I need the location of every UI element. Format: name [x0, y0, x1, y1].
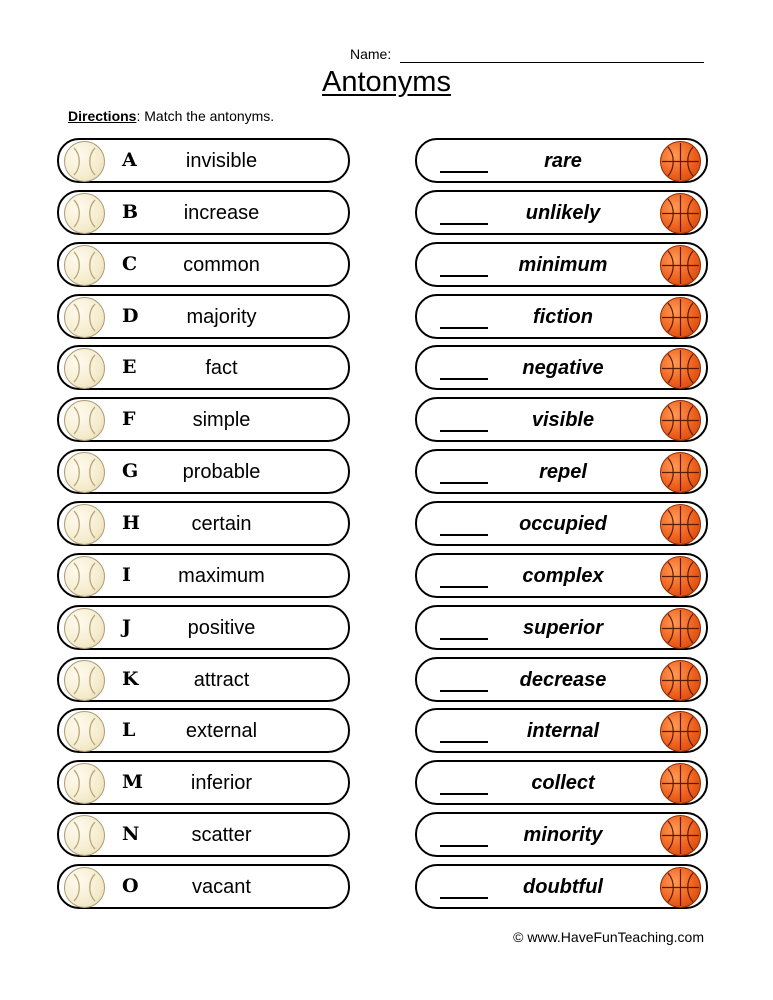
word-card-right: [415, 760, 708, 805]
item-letter: A: [122, 149, 137, 171]
item-word: fact: [205, 357, 238, 379]
match-word: collect: [531, 772, 595, 794]
basketball-icon: [660, 660, 701, 701]
match-word: decrease: [519, 669, 607, 691]
basketball-icon: [660, 763, 701, 804]
word-card-right: [415, 657, 708, 702]
baseball-icon: [64, 867, 105, 908]
baseball-icon: [64, 608, 105, 649]
baseball-icon: [64, 348, 105, 389]
baseball-icon: [64, 400, 105, 441]
baseball-icon: [64, 763, 105, 804]
basketball-icon: [660, 556, 701, 597]
basketball-icon: [660, 452, 701, 493]
basketball-icon: [660, 711, 701, 752]
word-card-left: [57, 449, 350, 494]
word-card-left: [57, 345, 350, 390]
basketball-icon: [660, 297, 701, 338]
basketball-icon: [660, 608, 701, 649]
directions-label: Directions: [68, 108, 137, 124]
word-card-left: [57, 605, 350, 650]
answer-blank[interactable]: [440, 430, 488, 432]
baseball-icon: [64, 452, 105, 493]
answer-blank[interactable]: [440, 741, 488, 743]
word-card-right: [415, 864, 708, 909]
item-letter: D: [122, 305, 139, 327]
item-word: invisible: [185, 150, 258, 172]
baseball-icon: [64, 193, 105, 234]
word-card-right: [415, 708, 708, 753]
name-label: Name:: [350, 46, 392, 62]
word-card-left: [57, 242, 350, 287]
item-word: vacant: [192, 876, 251, 898]
word-card-right: [415, 553, 708, 598]
item-letter: I: [122, 564, 131, 586]
match-word: internal: [526, 720, 600, 742]
item-word: attract: [193, 669, 250, 691]
word-card-left: [57, 397, 350, 442]
match-word: fiction: [533, 306, 593, 328]
word-card-left: [57, 294, 350, 339]
item-word: positive: [187, 617, 256, 639]
answer-blank[interactable]: [440, 690, 488, 692]
basketball-icon: [660, 193, 701, 234]
match-word: complex: [522, 565, 604, 587]
name-line[interactable]: [400, 62, 704, 63]
item-letter: J: [122, 616, 131, 638]
word-card-left: [57, 864, 350, 909]
match-word: negative: [522, 357, 604, 379]
word-card-right: [415, 605, 708, 650]
match-word: unlikely: [525, 202, 601, 224]
word-card-right: [415, 501, 708, 546]
basketball-icon: [660, 867, 701, 908]
word-card-right: [415, 138, 708, 183]
answer-blank[interactable]: [440, 638, 488, 640]
answer-blank[interactable]: [440, 586, 488, 588]
item-letter: O: [122, 875, 139, 897]
item-word: simple: [192, 409, 251, 431]
answer-blank[interactable]: [440, 171, 488, 173]
word-card-right: [415, 190, 708, 235]
match-word: rare: [544, 150, 582, 172]
name-row: [350, 46, 391, 62]
match-word: visible: [531, 409, 595, 431]
item-letter: C: [122, 253, 138, 275]
word-card-left: [57, 760, 350, 805]
baseball-icon: [64, 297, 105, 338]
match-word: occupied: [519, 513, 607, 535]
item-word: majority: [186, 306, 257, 328]
item-word: certain: [191, 513, 252, 535]
baseball-icon: [64, 711, 105, 752]
basketball-icon: [660, 815, 701, 856]
basketball-icon: [660, 400, 701, 441]
baseball-icon: [64, 815, 105, 856]
basketball-icon: [660, 504, 701, 545]
basketball-icon: [660, 141, 701, 182]
match-word: doubtful: [523, 876, 603, 898]
answer-blank[interactable]: [440, 378, 488, 380]
word-card-right: [415, 397, 708, 442]
baseball-icon: [64, 556, 105, 597]
answer-blank[interactable]: [440, 845, 488, 847]
item-word: scatter: [191, 824, 252, 846]
answer-blank[interactable]: [440, 327, 488, 329]
item-letter: L: [122, 719, 136, 741]
answer-blank[interactable]: [440, 223, 488, 225]
word-card-left: [57, 708, 350, 753]
answer-blank[interactable]: [440, 275, 488, 277]
baseball-icon: [64, 245, 105, 286]
word-card-right: [415, 242, 708, 287]
word-card-left: [57, 553, 350, 598]
match-word: superior: [522, 617, 604, 639]
answer-blank[interactable]: [440, 482, 488, 484]
word-card-left: [57, 138, 350, 183]
item-letter: G: [122, 460, 139, 482]
page-title: Antonyms: [322, 66, 451, 98]
item-letter: H: [122, 512, 140, 534]
word-card-right: [415, 812, 708, 857]
directions-text: : Match the antonyms.: [136, 108, 275, 124]
item-letter: B: [122, 201, 139, 223]
answer-blank[interactable]: [440, 897, 488, 899]
item-word: probable: [182, 461, 261, 483]
baseball-icon: [64, 660, 105, 701]
word-card-left: [57, 812, 350, 857]
answer-blank[interactable]: [440, 534, 488, 536]
word-card-left: [57, 657, 350, 702]
item-word: external: [185, 720, 258, 742]
item-word: increase: [183, 202, 260, 224]
match-word: minimum: [518, 254, 608, 276]
match-word: repel: [539, 461, 587, 483]
item-word: maximum: [178, 565, 265, 587]
item-letter: N: [122, 823, 140, 845]
match-word: minority: [523, 824, 603, 846]
item-word: inferior: [190, 772, 253, 794]
copyright-footer: © www.HaveFunTeaching.com: [513, 929, 704, 945]
item-letter: M: [122, 771, 144, 793]
item-letter: E: [122, 356, 137, 378]
word-card-right: [415, 345, 708, 390]
baseball-icon: [64, 504, 105, 545]
item-letter: F: [122, 408, 136, 430]
word-card-right: [415, 449, 708, 494]
word-card-left: [57, 501, 350, 546]
word-card-right: [415, 294, 708, 339]
word-card-left: [57, 190, 350, 235]
baseball-icon: [64, 141, 105, 182]
item-word: common: [183, 254, 260, 276]
basketball-icon: [660, 348, 701, 389]
item-letter: K: [122, 668, 139, 690]
answer-blank[interactable]: [440, 793, 488, 795]
basketball-icon: [660, 245, 701, 286]
directions: [68, 108, 274, 124]
